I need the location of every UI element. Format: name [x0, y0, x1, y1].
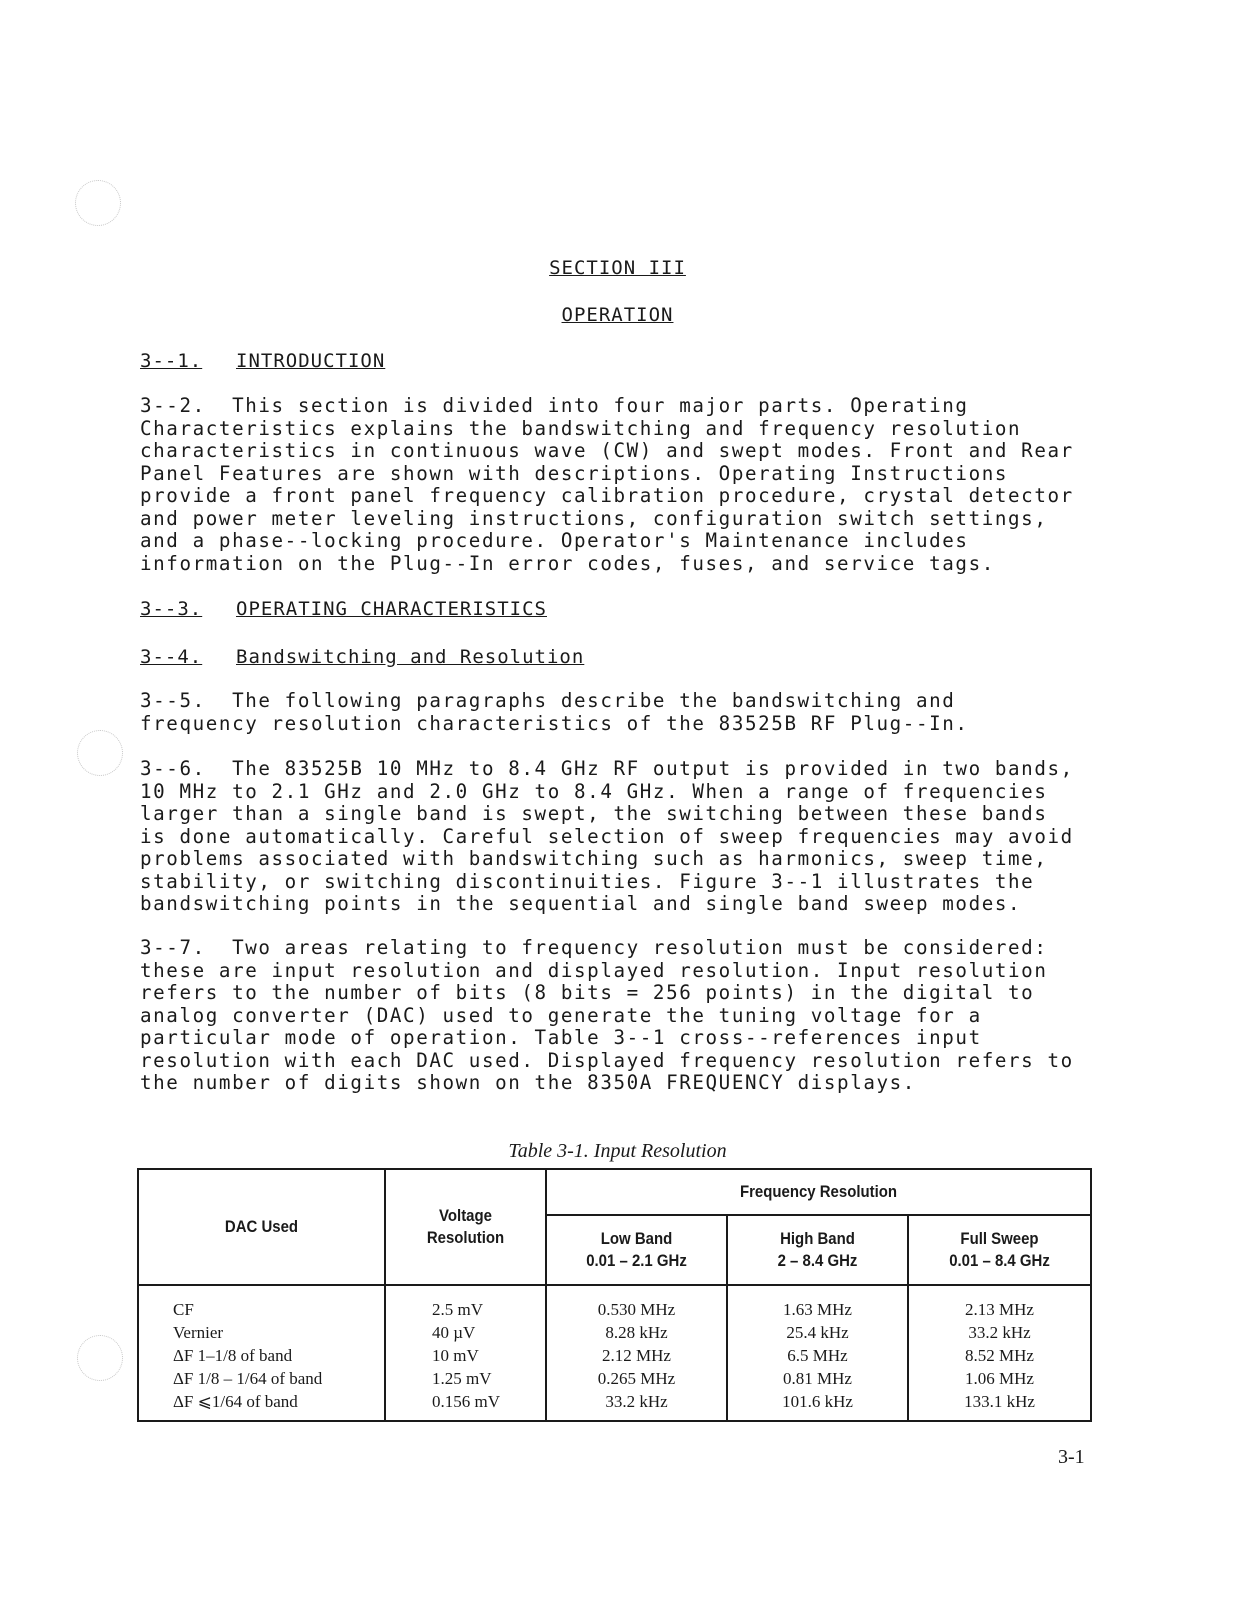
heading-introduction	[140, 350, 385, 372]
table-cell: 101.6 kHz	[782, 1392, 853, 1411]
table-cell: 0.530 MHz	[597, 1300, 676, 1319]
header-low-line2: 0.01 – 2.1 GHz	[586, 1251, 687, 1270]
heading-operating-characteristics	[140, 598, 547, 620]
heading-text: INTRODUCTION	[236, 350, 386, 372]
table-cell: 2.13 MHz	[965, 1300, 1034, 1319]
column-high-band-values	[727, 1285, 908, 1421]
table-cell: 1.63 MHz	[783, 1300, 852, 1319]
header-dac-used	[153, 1169, 370, 1285]
table-cell: 10 mV	[432, 1346, 479, 1365]
table-cell: 0.265 MHz	[597, 1369, 676, 1388]
column-dac-values	[138, 1285, 385, 1421]
input-resolution-table	[137, 1168, 1092, 1422]
header-full-line2: 0.01 – 8.4 GHz	[949, 1251, 1050, 1270]
paragraph-3-5: 3--5. The following paragraphs describe the bandswitching and frequency resolution characteristics of the 83525B RF Plug--In.	[140, 689, 969, 735]
paragraph-3-2: 3--2. This section is divided into four major parts. Operating Characteristics explains the bandswitching and frequency resolution characteristics in continuous wave (CW) and swept modes. Front and Rear Panel Features are shown with descriptions. Operating Instructions provide a front panel frequency calibration procedure, crystal detector and power meter leveling instructions, configuration switch settings, and a phase--locking procedure. Operator's Maintenance includes information on the Plug--In error codes, fuses, and service tags.	[140, 394, 1074, 575]
table-cell: ΔF ⩽1/64 of band	[173, 1392, 298, 1411]
paragraph-3-7: 3--7. Two areas relating to frequency resolution must be considered: these are input resolution and displayed resolution. Input resolution refers to the number of bits (8 bits = 256 points) in the digital to analog converter (DAC) used to generate the tuning voltage for a particular mode of operation. Table 3--1 cross--references input resolution with each DAC used. Displayed frequency resolution refers to the number of digits shown on the 8350A FREQUENCY displays.	[140, 936, 1074, 1094]
binder-hole-bottom	[77, 1335, 123, 1381]
page-number: 3-1	[1058, 1446, 1085, 1468]
heading-bandswitching	[140, 646, 584, 668]
header-frequency-resolution	[579, 1169, 1059, 1215]
header-high-line2: 2 – 8.4 GHz	[777, 1251, 858, 1270]
table-cell: 2.12 MHz	[602, 1346, 671, 1365]
table-cell: 2.5 mV	[432, 1300, 483, 1319]
header-frequency-label: Frequency Resolution	[739, 1182, 898, 1201]
header-full-line1: Full Sweep	[960, 1229, 1039, 1248]
header-voltage-resolution	[395, 1169, 537, 1285]
header-dac-used-label: DAC Used	[224, 1217, 299, 1236]
table-cell: 8.28 kHz	[605, 1323, 668, 1342]
table-cell: 1.06 MHz	[965, 1369, 1034, 1388]
table-cell: 133.1 kHz	[964, 1392, 1035, 1411]
table-cell: 6.5 MHz	[787, 1346, 848, 1365]
chapter-title: OPERATION	[561, 304, 674, 326]
column-full-sweep-values	[908, 1285, 1091, 1421]
header-voltage-line2: Resolution	[426, 1228, 505, 1247]
table-cell: ΔF 1/8 – 1/64 of band	[173, 1369, 323, 1388]
column-low-band-values	[546, 1285, 727, 1421]
heading-number: 3--1.	[140, 350, 203, 372]
header-high-line1: High Band	[780, 1229, 855, 1248]
table-caption: Table 3-1. Input Resolution	[508, 1140, 727, 1162]
binder-hole-middle	[77, 730, 123, 776]
table-cell: CF	[173, 1300, 194, 1319]
section-title: SECTION III	[549, 257, 686, 279]
heading-text: Bandswitching and Resolution	[236, 646, 585, 668]
table-cell: 0.81 MHz	[783, 1369, 852, 1388]
heading-number: 3--4.	[140, 646, 203, 668]
table-cell: ΔF 1–1/8 of band	[173, 1346, 293, 1365]
column-voltage-values	[385, 1285, 546, 1421]
header-high-band	[738, 1215, 897, 1285]
heading-text: OPERATING CHARACTERISTICS	[236, 598, 547, 620]
heading-number: 3--3.	[140, 598, 203, 620]
header-low-band	[557, 1215, 716, 1285]
table-cell: Vernier	[173, 1323, 224, 1342]
header-voltage-line1: Voltage	[439, 1206, 492, 1225]
paragraph-3-6: 3--6. The 83525B 10 MHz to 8.4 GHz RF output is provided in two bands, 10 MHz to 2.1 GHz and 2.0 GHz to 8.4 GHz. When a range of frequencies larger than a single band is swept, the switching between these bands is done automatically. Careful selection of sweep frequencies may avoid problems associated with bandswitching such as harmonics, sweep time, stability, or switching discontinuities. Figure 3--1 illustrates the bandswitching points in the sequential and single band sweep modes.	[140, 757, 1074, 915]
table-cell: 33.2 kHz	[605, 1392, 668, 1411]
table-cell: 40 µV	[432, 1323, 476, 1342]
table-cell: 25.4 kHz	[786, 1323, 849, 1342]
table-cell: 1.25 mV	[432, 1369, 492, 1388]
header-full-sweep	[919, 1215, 1080, 1285]
header-low-line1: Low Band	[600, 1229, 673, 1248]
table-cell: 0.156 mV	[432, 1392, 500, 1411]
binder-hole-top	[75, 180, 121, 226]
table-cell: 33.2 kHz	[968, 1323, 1031, 1342]
table-cell: 8.52 MHz	[965, 1346, 1034, 1365]
